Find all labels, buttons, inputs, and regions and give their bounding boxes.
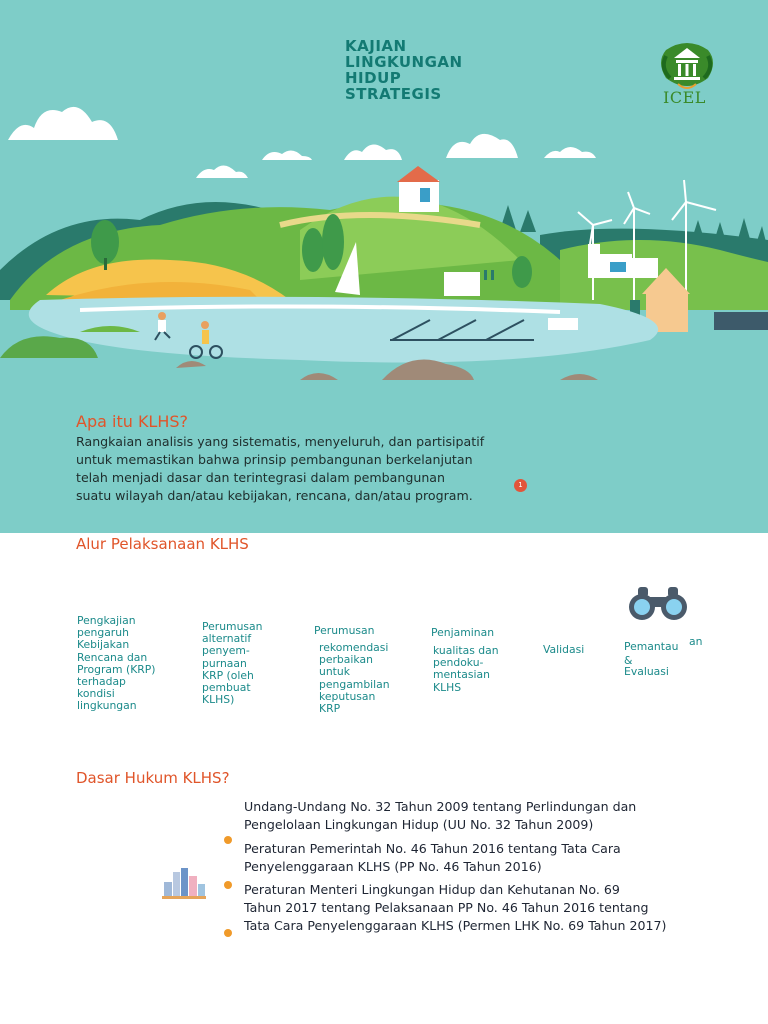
step-line: purnaan: [202, 656, 247, 670]
footnote-badge: 1: [514, 479, 527, 492]
step-line: terhadap: [77, 675, 126, 689]
step-line: pembuat: [202, 681, 251, 695]
step-line: KLHS): [202, 693, 235, 707]
pier: [714, 312, 768, 330]
intro-heading: Apa itu KLHS?: [76, 412, 189, 431]
step-line: kondisi: [77, 687, 115, 701]
paragraph-line: untuk memastikan bahwa prinsip pembangunan berkelanjutan: [76, 452, 473, 467]
step-line: untuk: [319, 665, 351, 679]
report-title: [345, 38, 505, 102]
legal-heading: Dasar Hukum KLHS?: [76, 769, 230, 787]
step-line: KRP: [319, 702, 341, 716]
step-line: pengambilan: [319, 677, 390, 691]
legal-line: Undang-Undang No. 32 Tahun 2009 tentang Perlindungan dan: [244, 799, 637, 814]
step-line: lingkungan: [77, 699, 137, 713]
step-line: Perumusan: [202, 620, 263, 633]
legal-line: Tahun 2017 tentang Pelaksanaan PP No. 46 Tahun 2016 tentang: [244, 900, 649, 915]
legal-item-2: [244, 840, 621, 876]
process-step-5: Validasi: [543, 643, 585, 656]
step-line: Program (KRP): [77, 662, 156, 676]
legal-bullet: [224, 881, 232, 889]
process-step-6-b: an: [689, 635, 703, 648]
logo-text: ICEL: [663, 88, 706, 107]
legal-line: Tata Cara Penyelenggaraan KLHS (Permen LHK No. 69 Tahun 2017): [244, 918, 667, 933]
legal-line: Penyelenggaraan KLHS (PP No. 46 Tahun 2016): [244, 859, 542, 874]
step-line: pendoku-: [433, 656, 484, 670]
paragraph-line: telah menjadi dasar dan terintegrasi dalam pembangunan: [76, 470, 446, 485]
process-step-2: [202, 621, 263, 706]
title-line: STRATEGIS: [345, 85, 442, 103]
process-step-6-d: Evaluasi: [624, 665, 669, 678]
title-line: LINGKUNGAN: [345, 53, 463, 71]
step-line: Pengkajian: [77, 614, 136, 627]
step-line: alternatif: [202, 632, 252, 646]
process-heading: Alur Pelaksanaan KLHS: [76, 535, 249, 553]
process-step-4: [433, 645, 499, 694]
step-line: KLHS: [433, 680, 462, 694]
binoculars-icon: [628, 585, 688, 625]
step-line: pengaruh: [77, 626, 129, 640]
step-line: penyem-: [202, 644, 250, 658]
paragraph-line: Rangkaian analisis yang sistematis, menyeluruh, dan partisipatif: [76, 434, 485, 449]
legal-item-3: [244, 881, 666, 935]
step-line: Rencana dan: [77, 650, 148, 664]
step-line: rekomendasi: [319, 641, 389, 654]
step-line: perbaikan: [319, 653, 373, 667]
legal-bullet: [224, 836, 232, 844]
step-line: keputusan: [319, 689, 376, 703]
bench: [548, 318, 578, 330]
process-step-1: [77, 615, 156, 713]
city-icon: [160, 866, 208, 900]
house-top: [397, 166, 440, 212]
clouds: [8, 107, 596, 178]
title-line: HIDUP: [345, 69, 402, 87]
title-line: KAJIAN: [345, 37, 407, 55]
legal-line: Peraturan Pemerintah No. 46 Tahun 2016 tentang Tata Cara: [244, 841, 621, 856]
process-step-6-c: &: [624, 654, 633, 667]
process-step-3-head: Perumusan: [314, 624, 375, 637]
step-line: mentasian: [433, 668, 490, 682]
step-line: kualitas dan: [433, 644, 499, 657]
rocks: [176, 360, 598, 380]
paragraph-line: suatu wilayah dan/atau kebijakan, rencana, dan/atau program.: [76, 488, 473, 503]
process-step-3: [319, 642, 390, 715]
legal-bullet: [224, 929, 232, 937]
intro-paragraph: [76, 433, 546, 505]
step-line: Kebijakan: [77, 638, 130, 652]
process-step-6-a: Pemantau: [624, 640, 679, 653]
process-step-4-head: Penjaminan: [431, 626, 495, 639]
step-line: KRP (oleh: [202, 668, 254, 682]
legal-item-1: [244, 798, 636, 834]
legal-line: Pengelolaan Lingkungan Hidup (UU No. 32 Tahun 2009): [244, 817, 594, 832]
legal-line: Peraturan Menteri Lingkungan Hidup dan Kehutanan No. 69: [244, 882, 620, 897]
